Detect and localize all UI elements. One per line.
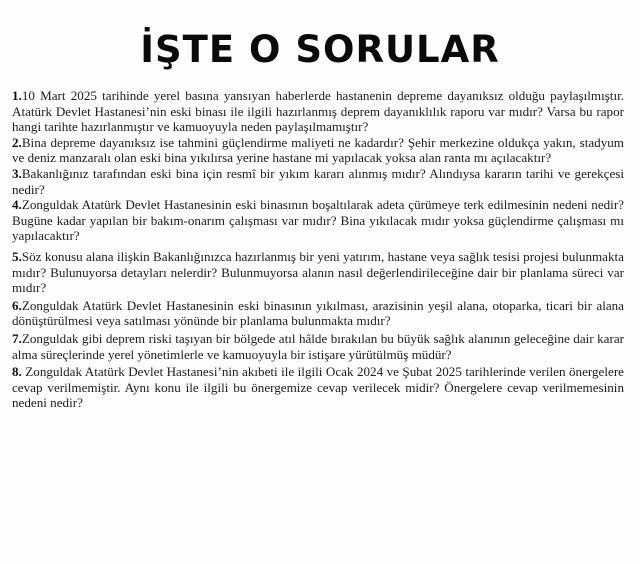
question-item: [12, 331, 624, 362]
question-item: [12, 197, 624, 244]
question-text: Zonguldak gibi deprem riski taşıyan bir bölgede atıl hâlde bırakılan bu büyük sağlık alanının geleceğine dair karar alma süreçlerinde yerel yönetimlerle ve kamuoyuyla bir istişare yürütülmüş müdür?: [12, 330, 624, 362]
question-number: 4.: [12, 197, 22, 213]
question-text: Zonguldak Atatürk Devlet Hastanesi’nin akıbeti ile ilgili Ocak 2024 ve Şubat 2025 tarihlerinde verilen önergelere cevap verilmemiştir. Aynı konu ile ilgili bu önergemize cevap verilecek midir? Önergelere cevap verilmemesinin nedeni nedir?: [12, 364, 624, 411]
question-text: Söz konusu alana ilişkin Bakanlığınızca hazırlanmış bir yeni yatırım, hastane veya sağlık tesisi projesi bulunmakta mıdır? Bulunuyorsa detayları nelerdir? Bulunmuyorsa alanın nasıl değerlendirileceğine dair bir planlama süreci var mıdır?: [12, 248, 624, 296]
question-text: Zonguldak Atatürk Devlet Hastanesinin eski binasının yıkılması, arazisinin yeşil alana, otoparka, ticari bir alana dönüştürülmesi veya satılması yönünde bir planlama bulunmakta mıdır?: [12, 297, 624, 329]
question-list: [12, 88, 624, 411]
question-text: 10 Mart 2025 tarihinde yerel basına yansıyan haberlerde hastanenin depreme dayanıksız olduğu paylaşılmıştır. Atatürk Devlet Hastanesi’nin eski binası ile ilgili hazırlanmış deprem dayanıklılık raporu var mıdır? Varsa bu rapor hangi tarihte hazırlanmıştır ve kamuoyuyla neden paylaşılmamıştır?: [12, 88, 624, 135]
question-item: [12, 88, 624, 135]
question-number: 1.: [12, 88, 22, 103]
question-number: 5.: [12, 248, 22, 264]
question-number: 3.: [12, 165, 22, 181]
question-text: Zonguldak Atatürk Devlet Hastanesinin eski binasının boşaltılarak adeta çürümeye terk edilmesinin nedeni nedir? Bugüne kadar yapılan bir bakım-onarım çalışması var mıdır? Bina yıkılacak mıdır yoksa güçlendirme çalışması mı yapılacaktır?: [12, 197, 624, 244]
question-text: Bina depreme dayanıksız ise tahmini güçlendirme maliyeti ne kadardır? Şehir merkezine oldukça yakın, stadyum ve deniz manzaralı olan eski bina yıkılırsa yerine hastane mi yapılacak yoksa alan ranta mı açılacaktır?: [12, 134, 624, 166]
question-item: [12, 249, 624, 296]
question-number: 2.: [12, 134, 22, 150]
question-number: 8.: [12, 364, 22, 380]
question-item: [12, 298, 624, 329]
question-text: Bakanlığınız tarafından eski bina için resmî bir yıkım kararı alınmış mıdır? Alındıysa kararın tarihi ve gerekçesi nedir?: [12, 165, 624, 197]
question-item: [12, 166, 624, 197]
page-title: İŞTE O SORULAR: [140, 28, 500, 71]
question-item: [12, 135, 624, 166]
question-number: 6.: [12, 297, 22, 313]
question-number: 7.: [12, 330, 22, 346]
question-item: [12, 364, 624, 411]
